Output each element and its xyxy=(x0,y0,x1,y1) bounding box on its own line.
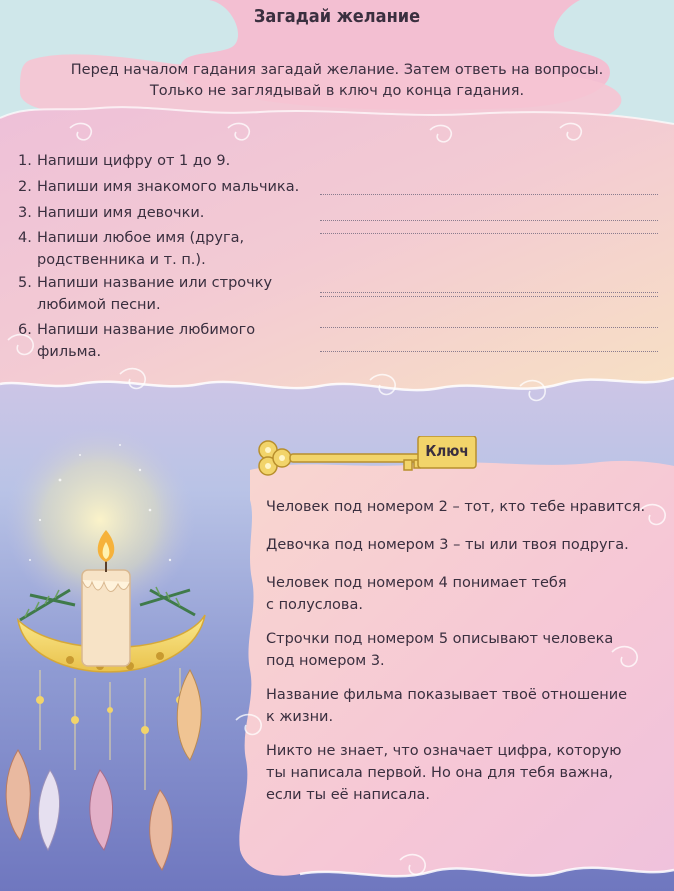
answer-line-text: ты написала первой. Но она для тебя важна, xyxy=(266,765,614,781)
answer-line-text: если ты её написала. xyxy=(266,787,431,803)
question-text-line: родственника и т. п.). xyxy=(37,252,206,268)
answer-line-text: Девочка под номером 3 – ты или твоя подруга. xyxy=(266,537,629,553)
answer-line-text: с полуслова. xyxy=(266,597,363,613)
answer-line-text: Человек под номером 4 понимает тебя xyxy=(266,575,567,591)
question-text: Напиши цифру от 1 до 9. xyxy=(37,153,231,169)
answer-line-text: Никто не знает, что означает цифра, которую xyxy=(266,743,622,759)
answer-line-text: к жизни. xyxy=(266,709,334,725)
answer-line-text: Название фильма показывает твоё отношение xyxy=(266,687,628,703)
answer-line[interactable] xyxy=(320,220,658,221)
answer-line-text: Человек под номером 2 – тот, кто тебе нравится. xyxy=(266,499,646,515)
intro-line-1: Перед началом гадания загадай желание. Затем ответь на вопросы. xyxy=(70,62,604,78)
question-text-line: Напиши название любимого xyxy=(37,322,256,338)
key-label: Ключ xyxy=(425,442,469,460)
question-number: 6. xyxy=(18,322,32,338)
answer-item xyxy=(266,684,666,728)
answer-line[interactable] xyxy=(320,351,658,352)
question-text xyxy=(37,319,317,363)
question-number: 3. xyxy=(18,205,32,221)
answer-item xyxy=(266,740,666,806)
question-number: 2. xyxy=(18,179,32,195)
answer-item xyxy=(266,496,666,518)
answer-line[interactable] xyxy=(320,296,658,297)
question-text: Напиши имя знакомого мальчика. xyxy=(37,179,300,195)
question-text-line: Напиши любое имя (друга, xyxy=(37,230,245,246)
intro-line-2: Только не заглядывай в ключ до конца гадания. xyxy=(149,83,525,99)
question-text-line: любимой песни. xyxy=(37,297,161,313)
answer-line[interactable] xyxy=(320,194,658,195)
question-text-line: фильма. xyxy=(37,344,102,360)
question-text: Напиши имя девочки. xyxy=(37,205,205,221)
answer-line[interactable] xyxy=(320,233,658,234)
question-text xyxy=(37,227,317,271)
candle-moon-dreamcatcher-icon xyxy=(0,520,230,891)
question-text xyxy=(37,272,317,316)
question-number: 1. xyxy=(18,153,32,169)
question-number: 5. xyxy=(18,275,32,291)
intro-text xyxy=(40,60,634,102)
answer-line[interactable] xyxy=(320,292,658,293)
answer-line-text: под номером 3. xyxy=(266,653,385,669)
question-text-line: Напиши название или строчку xyxy=(37,275,273,291)
answer-line[interactable] xyxy=(320,327,658,328)
answer-item xyxy=(266,534,666,556)
question-number: 4. xyxy=(18,230,32,246)
answer-item xyxy=(266,628,666,672)
page-title: Загадай желание xyxy=(253,6,421,27)
answer-item xyxy=(266,572,666,616)
answer-line-text: Строчки под номером 5 описывают человека xyxy=(266,631,614,647)
